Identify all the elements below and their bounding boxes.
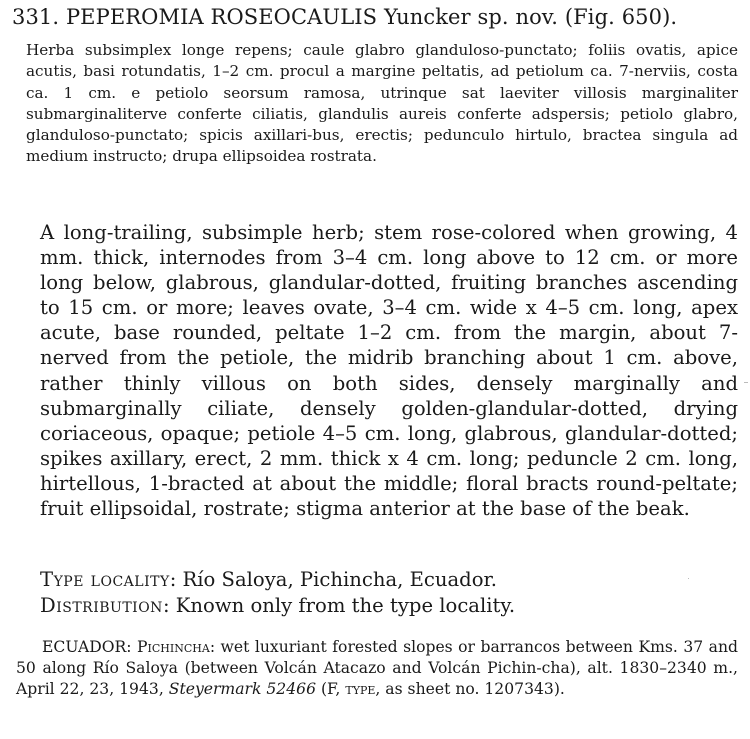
english-line: to 15 cm. or more; leaves ovate, 3–4 cm. wide x 4–5 cm. long, apex	[40, 296, 738, 320]
specimen-citation	[16, 637, 738, 701]
species-number: 331.	[12, 5, 60, 29]
type-locality	[40, 567, 740, 592]
english-line: acute, base rounded, peltate 1–2 cm. from the margin, about 7-nerved	[40, 321, 738, 370]
english-line: A long-trailing, subsimple herb; stem rose-colored when growing,	[40, 221, 717, 244]
type-locality-label: Type locality	[40, 568, 170, 591]
latin-line: ellipsoidea rostrata.	[222, 147, 377, 166]
specimen-text: , as sheet	[375, 680, 451, 699]
english-line: from the petiole, the midrib branching about 1 cm. above, rather	[40, 346, 738, 395]
specimen-text: (F,	[316, 680, 341, 699]
species-authority: Yuncker sp. nov.	[383, 5, 559, 29]
distribution-value: : Known only from the type locality.	[162, 594, 516, 617]
distribution-label: Distribution	[40, 594, 163, 617]
scan-mark	[744, 382, 748, 383]
english-line: long below, glabrous, glandular-dotted, fruiting branches ascending	[40, 271, 738, 295]
specimen-line: Kms. 37 and 50 along Río Saloya (between Volcán Atacazo and Volcán Pichin-	[16, 638, 738, 678]
latin-line: ovatis, apice acutis, basi rotundatis, 1–2 cm. procul a margine peltatis, ad	[26, 41, 739, 81]
specimen-text: : wet luxuriant forested slopes or barrancos between	[209, 638, 633, 656]
scan-mark	[688, 578, 689, 579]
english-line: 2 mm. thick x 4 cm. long; peduncle 2 cm. long, hirtellous, 1-bracted	[40, 446, 738, 495]
english-line: 4 mm. thick, internodes from 3–4 cm. long above to 12 cm. or more	[40, 221, 738, 270]
species-name: PEPEROMIA ROSEOCAULIS	[65, 5, 378, 29]
type-word: type	[345, 680, 376, 699]
specimen-country: ECUADOR	[42, 638, 127, 656]
english-line: ciliate, densely golden-glandular-dotted, drying coriaceous, opaque;	[40, 396, 738, 445]
specimen-province: Pichincha	[137, 638, 210, 656]
distribution	[40, 593, 740, 618]
latin-line: petiolum ca. 7-nerviis, costa ca. 1 cm. e petiolo seorsum ramosa, utrinque sat	[26, 62, 738, 102]
english-line: petiole 4–5 cm. long, glabrous, glandular-dotted; spikes axillary, erect,	[40, 421, 739, 470]
english-line: thinly villous on both sides, densely marginally and submarginally	[40, 371, 738, 420]
specimen-line: cha), alt. 1830–2340 m., April 22, 23, 1943,	[16, 659, 738, 699]
colon: :	[126, 638, 132, 656]
latin-description	[26, 40, 738, 168]
latin-line: laeviter villosis marginaliter submarginaliterve conferte ciliatis, glandulis	[26, 83, 738, 123]
english-description	[40, 220, 738, 521]
type-locality-value: : Río Saloya, Pichincha, Ecuador.	[169, 568, 497, 591]
latin-line: bus, erectis; pedunculo hirtulo, bractea singula ad medium instructo; drupa	[26, 126, 738, 166]
species-heading	[12, 4, 740, 30]
collector-number: Steyermark 52466	[168, 680, 316, 699]
latin-line: Herba subsimplex longe repens; caule glabro glanduloso-punctato; foliis	[26, 41, 626, 59]
english-line: at about the middle; floral bracts round-peltate; fruit ellipsoidal,	[40, 471, 738, 521]
specimen-line: no. 1207343).	[455, 680, 565, 699]
figure-reference: (Fig. 650).	[564, 5, 678, 29]
latin-line: aureis conferte adspersis; petiolo glabro, glanduloso-punctato; spicis axillari-	[26, 104, 738, 145]
english-line: rostrate; stigma anterior at the base of the beak.	[203, 497, 690, 521]
